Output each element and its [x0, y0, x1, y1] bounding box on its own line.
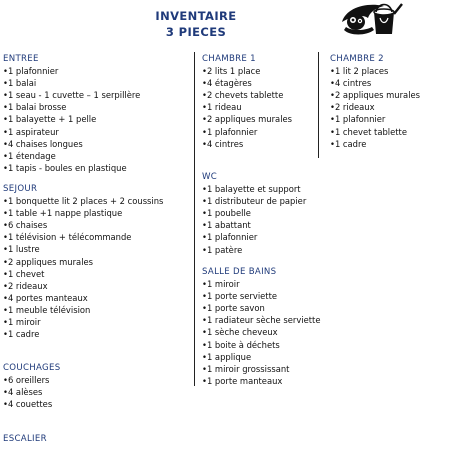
list-item: •1 aspirateur	[3, 126, 59, 137]
section-title: CHAMBRE 1	[202, 54, 256, 64]
section-wc	[202, 171, 306, 256]
section-title: ENTREE	[3, 54, 39, 64]
section-couchages	[3, 362, 61, 410]
list-item: •1 porte savon	[202, 303, 265, 314]
list-item: •1 chevet tablette	[330, 126, 407, 137]
list-item: •1 plafonnier	[202, 126, 258, 137]
list-item: •2 chevets tablette	[202, 90, 284, 101]
list-item: •1 balayette et support	[202, 184, 301, 195]
list-item: •1 balai brosse	[3, 102, 67, 113]
list-item: •2 appliques murales	[202, 114, 293, 125]
list-item: •2 appliques murales	[330, 90, 421, 101]
page-subtitle: 3 PIECES	[165, 25, 227, 39]
item-list	[202, 278, 321, 387]
list-item: •1 lustre	[3, 244, 40, 255]
list-item: •1 rideau	[202, 102, 242, 113]
page-title: INVENTAIRE	[155, 9, 237, 23]
item-list	[3, 65, 140, 174]
item-list	[3, 195, 163, 340]
cleaning-bucket-icon	[336, 0, 406, 40]
list-item: •1 miroir grossissant	[202, 363, 290, 374]
column-divider-right	[318, 52, 319, 158]
list-item: •1 miroir	[202, 279, 240, 290]
list-item: •1 meuble télévision	[3, 304, 91, 315]
list-item: •1 télévision + télécommande	[3, 232, 132, 243]
list-item: •1 cadre	[3, 329, 40, 340]
list-item: •4 chaises longues	[3, 138, 83, 149]
item-list	[3, 374, 61, 410]
list-item: •1 balayette + 1 pelle	[3, 114, 97, 125]
section-sejour	[3, 183, 163, 340]
section-title: ESCALIER	[3, 434, 47, 444]
list-item: •1 applique	[202, 351, 252, 362]
list-item: •1 étendage	[3, 150, 56, 161]
list-item: •1 porte serviette	[202, 291, 278, 302]
list-item: •4 portes manteaux	[3, 292, 88, 303]
section-chambre-1	[202, 53, 292, 150]
list-item: •2 lits 1 place	[202, 66, 261, 77]
list-item: •1 balai	[3, 78, 37, 89]
list-item: •1 table +1 nappe plastique	[3, 208, 123, 219]
list-item: •1 tapis - boules en plastique	[3, 162, 127, 173]
list-item: •1 patère	[202, 244, 243, 255]
list-item: •6 chaises	[3, 220, 48, 231]
list-item: •4 cintres	[330, 78, 372, 89]
section-escalier	[3, 433, 47, 445]
list-item: •1 bonquette lit 2 places + 2 coussins	[3, 196, 164, 207]
item-list	[202, 183, 306, 256]
list-item: •4 couettes	[3, 399, 53, 410]
list-item: •4 étagères	[202, 78, 252, 89]
list-item: •1 plafonnier	[3, 66, 59, 77]
list-item: •2 appliques murales	[3, 256, 94, 267]
section-title: CHAMBRE 2	[330, 54, 384, 64]
list-item: •1 seau - 1 cuvette – 1 serpillère	[3, 90, 141, 101]
list-item: •1 chevet	[3, 268, 45, 279]
section-title: SEJOUR	[3, 184, 38, 194]
list-item: •1 sèche cheveux	[202, 327, 278, 338]
list-item: •1 lit 2 places	[330, 66, 389, 77]
list-item: •2 rideaux	[3, 280, 48, 291]
section-chambre-2	[330, 53, 420, 150]
list-item: •4 alèses	[3, 387, 43, 398]
section-title: COUCHAGES	[3, 363, 61, 373]
list-item: •1 boite à déchets	[202, 339, 280, 350]
column-divider-left	[194, 52, 195, 386]
section-title: WC	[202, 172, 218, 182]
list-item: •1 plafonnier	[330, 114, 386, 125]
item-list	[330, 65, 420, 150]
list-item: •2 rideaux	[330, 102, 375, 113]
section-salle-de-bains	[202, 266, 321, 387]
list-item: •1 poubelle	[202, 208, 251, 219]
list-item: •6 oreillers	[3, 375, 50, 386]
list-item: •1 plafonnier	[202, 232, 258, 243]
list-item: •1 cadre	[330, 138, 367, 149]
list-item: •1 abattant	[202, 220, 251, 231]
section-entree	[3, 53, 140, 174]
list-item: •1 porte manteaux	[202, 375, 283, 386]
list-item: •1 radiateur sèche serviette	[202, 315, 321, 326]
list-item: •1 miroir	[3, 317, 41, 328]
section-title: SALLE DE BAINS	[202, 267, 277, 277]
list-item: •1 distributeur de papier	[202, 196, 307, 207]
item-list	[202, 65, 292, 150]
list-item: •4 cintres	[202, 138, 244, 149]
